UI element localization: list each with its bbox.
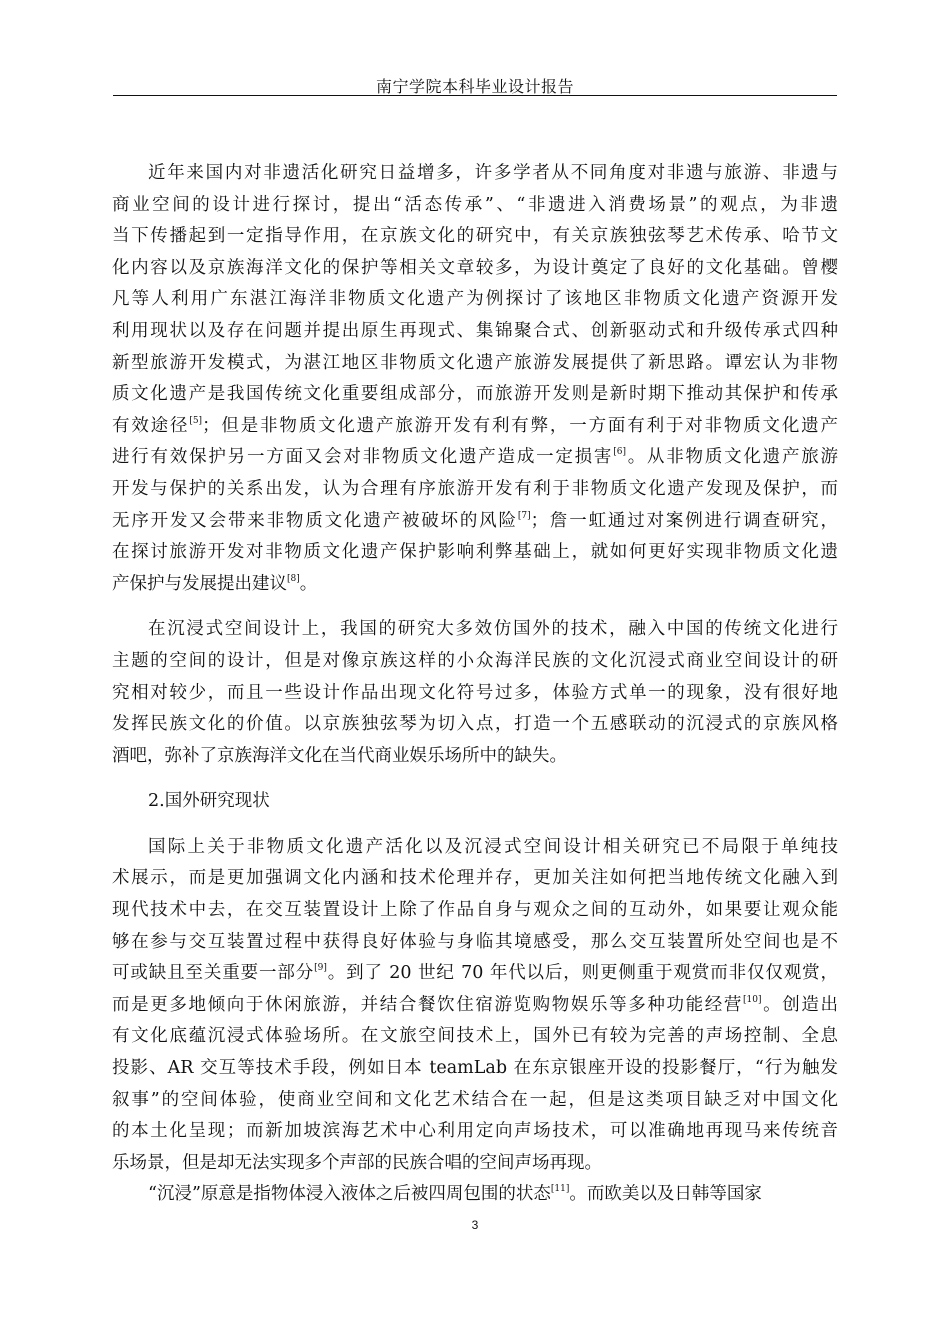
text-line: 商业空间的设计进行探讨，提出“活态传承”、“非遗进入消费场景”的观点，为非遗	[112, 194, 838, 215]
citation-ref: [10]	[743, 994, 762, 1005]
paragraph	[112, 614, 838, 772]
citation-ref: [5]	[189, 415, 203, 426]
text-line: 产保护与发展提出建议[8]。	[112, 573, 318, 594]
citation-ref: [7]	[517, 510, 531, 521]
text-line: 化内容以及京族海洋文化的保护等相关文章较多，为设计奠定了良好的文化基础。曾樱	[112, 257, 838, 278]
page-number: 3	[471, 1218, 479, 1232]
section-heading: 2.国外研究现状	[148, 791, 270, 812]
citation-ref: [8]	[287, 573, 300, 584]
text-line: 无序开发又会带来非物质文化遗产被破坏的风险[7]；詹一虹通过对案例进行调查研究，	[112, 510, 838, 531]
text-line: 可或缺且至关重要一部分[9]。到了 20 世纪 70 年代以后，则更侧重于观赏而非仅仅观赏，	[112, 963, 838, 984]
text-line: 质文化遗产是我国传统文化重要组成部分，而旅游开发则是新时期下推动其保护和传承	[112, 384, 838, 405]
paragraph-gap	[112, 600, 838, 614]
text-line: 叙事”的空间体验，使商业空间和文化艺术结合在一起，但是这类项目缺乏对中国文化	[112, 1089, 838, 1110]
text-line: 国际上关于非物质文化遗产活化以及沉浸式空间设计相关研究已不局限于单纯技	[148, 836, 838, 857]
text-line: 而是更多地倾向于休闲旅游，并结合餐饮住宿游览购物娱乐等多种功能经营[10]。创造出	[112, 994, 838, 1015]
text-line: 术展示，而是更加强调文化内涵和技术伦理并存，更加关注如何把当地传统文化融入到	[112, 868, 838, 889]
citation-ref: [9]	[314, 963, 327, 974]
text-line: 酒吧，弥补了京族海洋文化在当代商业娱乐场所中的缺失。	[112, 745, 567, 766]
paragraph	[112, 832, 838, 1180]
text-line: 究相对较少，而且一些设计作品出现文化符号过多，体验方式单一的现象，没有很好地	[112, 682, 838, 703]
text-line: 现代技术中去，在交互装置设计上除了作品自身与观众之间的互动外，如果要让观众能	[112, 900, 838, 921]
text-line: 发挥民族文化的价值。以京族独弦琴为切入点，打造一个五感联动的沉浸式的京族风格	[112, 714, 838, 735]
citation-ref: [11]	[550, 1184, 570, 1195]
text-line: 近年来国内对非遗活化研究日益增多，许多学者从不同角度对非遗与旅游、非遗与	[148, 163, 838, 183]
text-line: 主题的空间的设计，但是对像京族这样的小众海洋民族的文化沉浸式商业空间设计的研	[112, 650, 838, 671]
paragraph-gap	[112, 818, 838, 832]
text-line: 够在参与交互装置过程中获得良好体验与身临其境感受，那么交互装置所处空间也是不	[112, 931, 838, 952]
text-line: 在沉浸式空间设计上，我国的研究大多效仿国外的技术，融入中国的传统文化进行	[148, 619, 838, 640]
text-line: 有文化底蕴沉浸式体验场所。在文旅空间技术上，国外已有较为完善的声场控制、全息	[112, 1026, 838, 1047]
text-line: 投影、AR 交互等技术手段，例如日本 teamLab 在东京银座开设的投影餐厅，“行为触发	[112, 1058, 838, 1079]
text-line: 的本土化呈现；而新加坡滨海艺术中心利用定向声场技术，可以准确地再现马来传统音	[112, 1121, 838, 1142]
paragraph-gap	[112, 772, 838, 786]
paragraph	[112, 158, 838, 600]
text-line: 开发与保护的关系出发，认为合理有序旅游开发有利于非物质文化遗产发现及保护，而	[112, 478, 838, 499]
text-line: “沉浸”原意是指物体浸入液体之后被四周包围的状态[11]。而欧美以及日韩等国家	[148, 1184, 762, 1205]
text-line: 进行有效保护另一方面又会对非物质文化遗产造成一定损害[6]。从非物质文化遗产旅游	[112, 447, 838, 468]
text-line: 在探讨旅游开发对非物质文化遗产保护影响利弊基础上，就如何更好实现非物质文化遗	[112, 542, 838, 563]
body-text	[112, 158, 838, 1211]
text-line: 凡等人利用广东湛江海洋非物质文化遗产为例探讨了该地区非物质文化遗产资源开发	[112, 289, 838, 310]
text-line: 利用现状以及存在问题并提出原生再现式、集锦聚合式、创新驱动式和升级传承式四种	[112, 320, 838, 341]
text-line: 当下传播起到一定指导作用，在京族文化的研究中，有关京族独弦琴艺术传承、哈节文	[112, 226, 838, 247]
citation-ref: [6]	[613, 447, 626, 458]
text-line: 有效途径[5]；但是非物质文化遗产旅游开发有利有弊，一方面有利于对非物质文化遗产	[112, 415, 838, 436]
text-line: 新型旅游开发模式，为湛江地区非物质文化遗产旅游发展提供了新思路。谭宏认为非物	[112, 352, 838, 373]
paragraph	[112, 1179, 838, 1211]
header-rule	[113, 95, 837, 96]
text-line: 乐场景，但是却无法实现多个声部的民族合唱的空间声场再现。	[112, 1152, 602, 1173]
page-header-title: 南宁学院本科毕业设计报告	[375, 77, 574, 96]
